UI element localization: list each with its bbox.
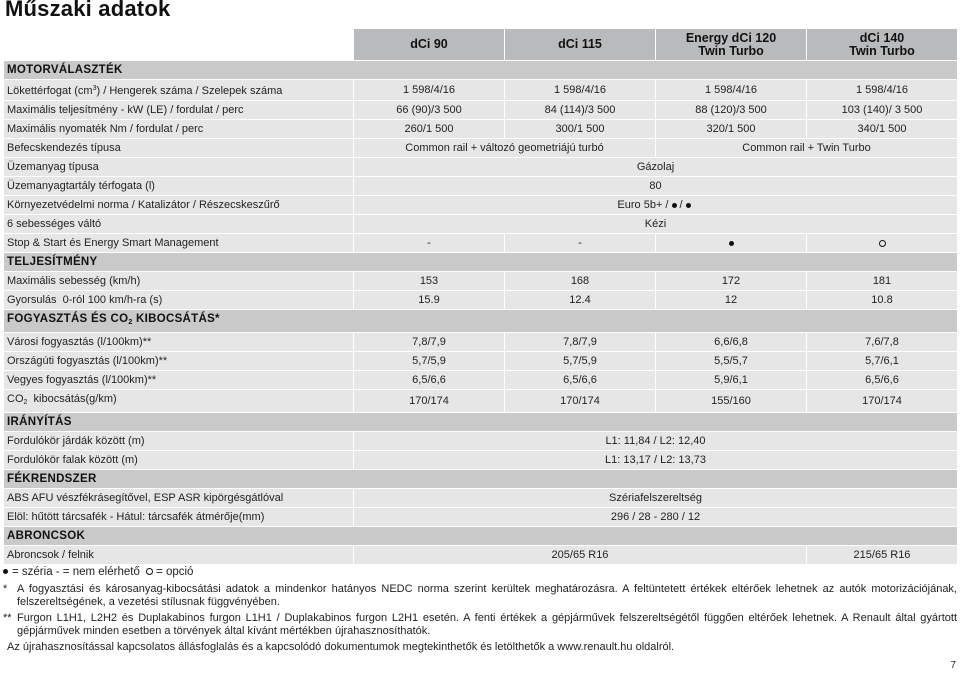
row-label: Országúti fogyasztás (l/100km)** xyxy=(4,352,354,371)
option-circle-icon xyxy=(146,568,153,575)
cell-value: Szériafelszereltség xyxy=(354,489,958,508)
cell-value: 5,7/6,1 xyxy=(807,352,958,371)
cell-value: 7,6/7,8 xyxy=(807,333,958,352)
table-row xyxy=(4,451,958,470)
cell-value: 6,6/6,8 xyxy=(656,333,807,352)
cell-value: Gázolaj xyxy=(354,158,958,177)
footnote-text: Az újrahasznosítással kapcsolatos állásfoglalás és a kapcsolódó dokumentumok megtekinthetők és letölthetők a www.renault.hu oldalról. xyxy=(7,641,675,653)
specs-table-wrap xyxy=(3,28,957,565)
row-label: Üzemanyag típusa xyxy=(4,158,354,177)
table-row xyxy=(4,352,958,371)
table-row xyxy=(4,432,958,451)
cell-value: 340/1 500 xyxy=(807,120,958,139)
cell-value: - xyxy=(505,234,656,253)
row-label: Gyorsulás 0-ról 100 km/h-ra (s) xyxy=(4,291,354,310)
cell-value: 172 xyxy=(656,272,807,291)
cell-value: 12 xyxy=(656,291,807,310)
cell-value: 1 598/4/16 xyxy=(354,80,505,101)
cell-value: 5,9/6,1 xyxy=(656,371,807,390)
row-label: Vegyes fogyasztás (l/100km)** xyxy=(4,371,354,390)
footnote-mark: ** xyxy=(3,612,12,624)
cell-value: 5,7/5,9 xyxy=(354,352,505,371)
table-row xyxy=(4,489,958,508)
table-row xyxy=(4,272,958,291)
cell-value: 1 598/4/16 xyxy=(807,80,958,101)
header-blank xyxy=(4,29,354,61)
table-row xyxy=(4,333,958,352)
cell-value: 7,8/7,9 xyxy=(354,333,505,352)
footnotes xyxy=(3,583,957,657)
standard-dot-icon xyxy=(3,569,8,574)
section-fekrendszer xyxy=(4,470,958,489)
model-header-dci140: dCi 140 Twin Turbo xyxy=(807,29,958,61)
table-row xyxy=(4,291,958,310)
table-row xyxy=(4,139,958,158)
option-circle-icon xyxy=(879,240,886,247)
row-label: $CO_2$ kibocsátás(g/km) xyxy=(4,390,354,413)
footnote-text: Furgon L1H1, L2H2 és Duplakabinos furgon L1H1 / Duplakabinos furgon L2H1 esetén. A fenti értékek a gépjárművek felszereltségétől függően eltérőek lehetnek. A Renault által gyártott gépjárművek minden esetben a törvények által kívánt mértékben újrahasznosíthatók. xyxy=(17,612,957,637)
section-title: FÉKRENDSZER xyxy=(4,470,958,489)
cell-value: 1 598/4/16 xyxy=(656,80,807,101)
page-number: 7 xyxy=(950,660,956,671)
row-label: Lökettérfogat $(cm^3)$ / Hengerek száma / Szelepek száma xyxy=(4,80,354,101)
cell-value xyxy=(807,234,958,253)
cell-value: Euro 5b+ / / xyxy=(354,196,958,215)
cell-value xyxy=(656,234,807,253)
row-label: Stop & Start és Energy Smart Management xyxy=(4,234,354,253)
footnote xyxy=(3,612,957,638)
section-teljesitmeny xyxy=(4,253,958,272)
row-label: Fordulókör falak között (m) xyxy=(4,451,354,470)
table-row xyxy=(4,508,958,527)
section-iranyitas xyxy=(4,413,958,432)
table-row xyxy=(4,215,958,234)
table-row xyxy=(4,196,958,215)
cell-value: 181 xyxy=(807,272,958,291)
cell-value: 168 xyxy=(505,272,656,291)
cell-value: Common rail + Twin Turbo xyxy=(656,139,958,158)
cell-value: 296 / 28 - 280 / 12 xyxy=(354,508,958,527)
cell-value: 260/1 500 xyxy=(354,120,505,139)
cell-value: 300/1 500 xyxy=(505,120,656,139)
cell-value: 1 598/4/16 xyxy=(505,80,656,101)
cell-value: 170/174 xyxy=(354,390,505,413)
cell-value: 80 xyxy=(354,177,958,196)
standard-dot-icon xyxy=(729,241,734,246)
table-row xyxy=(4,546,958,565)
cell-value: 320/1 500 xyxy=(656,120,807,139)
table-row xyxy=(4,120,958,139)
cell-value: 103 (140)/ 3 500 xyxy=(807,101,958,120)
cell-value: 6,5/6,6 xyxy=(807,371,958,390)
section-fogyasztas xyxy=(4,310,958,333)
cell-value: 205/65 R16 xyxy=(354,546,807,565)
section-title: IRÁNYÍTÁS xyxy=(4,413,958,432)
row-label: Abroncsok / felnik xyxy=(4,546,354,565)
model-header-row xyxy=(4,29,958,61)
row-label: ABS AFU vészfékrásegítővel, ESP ASR kipörgésgátlóval xyxy=(4,489,354,508)
section-abroncsok xyxy=(4,527,958,546)
cell-value: L1: 13,17 / L2: 13,73 xyxy=(354,451,958,470)
table-row xyxy=(4,177,958,196)
row-label: 6 sebességes váltó xyxy=(4,215,354,234)
table-row xyxy=(4,390,958,413)
table-row xyxy=(4,234,958,253)
cell-value: 12.4 xyxy=(505,291,656,310)
cell-value: 170/174 xyxy=(505,390,656,413)
standard-dot-icon xyxy=(672,203,677,208)
page-title: Műszaki adatok xyxy=(5,0,171,21)
row-label: Fordulókör járdák között (m) xyxy=(4,432,354,451)
model-header-dci90: dCi 90 xyxy=(354,29,505,61)
cell-value: L1: 11,84 / L2: 12,40 xyxy=(354,432,958,451)
cell-value: 170/174 xyxy=(807,390,958,413)
cell-value: 6,5/6,6 xyxy=(505,371,656,390)
legend-standard-text: = széria - = nem elérhető xyxy=(12,566,140,578)
model-header-dci120: Energy dCi 120 Twin Turbo xyxy=(656,29,807,61)
row-label: Környezetvédelmi norma / Katalizátor / Részecskeszűrő xyxy=(4,196,354,215)
footnote xyxy=(3,641,957,654)
row-label: Városi fogyasztás (l/100km)** xyxy=(4,333,354,352)
cell-value: 66 (90)/3 500 xyxy=(354,101,505,120)
row-label: Befecskendezés típusa xyxy=(4,139,354,158)
row-label: Üzemanyagtartály térfogata (l) xyxy=(4,177,354,196)
cell-value: 5,7/5,9 xyxy=(505,352,656,371)
section-title: MOTORVÁLASZTÉK xyxy=(4,61,958,80)
cell-value: 215/65 R16 xyxy=(807,546,958,565)
table-row xyxy=(4,158,958,177)
cell-value: 84 (114)/3 500 xyxy=(505,101,656,120)
model-header-dci115: dCi 115 xyxy=(505,29,656,61)
standard-dot-icon xyxy=(686,203,691,208)
cell-value: 10.8 xyxy=(807,291,958,310)
legend-option-text: = opció xyxy=(156,566,194,578)
cell-value: 153 xyxy=(354,272,505,291)
cell-value: 7,8/7,9 xyxy=(505,333,656,352)
row-label: Maximális teljesítmény - kW (LE) / fordulat / perc xyxy=(4,101,354,120)
specs-table xyxy=(3,28,958,565)
cell-value: 155/160 xyxy=(656,390,807,413)
table-row xyxy=(4,101,958,120)
table-row xyxy=(4,371,958,390)
footnote-mark: * xyxy=(3,583,8,595)
footnote-text: A fogyasztási és károsanyag-kibocsátási adatok a mindenkor hatányos NEDC norma szerint kerültek meghatározásra. A feltüntetett értékek eltérőek lehetnek az autók motorizációjának, felszereltségének, a vezetési stílusnak függvényében. xyxy=(17,583,957,608)
cell-value: 88 (120)/3 500 xyxy=(656,101,807,120)
section-title: FOGYASZTÁS ÉS $CO_2$ KIBOCSÁTÁS* xyxy=(4,310,958,333)
table-row xyxy=(4,80,958,101)
section-title: ABRONCSOK xyxy=(4,527,958,546)
legend xyxy=(3,566,193,578)
row-label: Elöl: hűtött tárcsafék - Hátul: tárcsafék átmérője(mm) xyxy=(4,508,354,527)
cell-value: Kézi xyxy=(354,215,958,234)
cell-value: 5,5/5,7 xyxy=(656,352,807,371)
cell-value: Common rail + változó geometriájú turbó xyxy=(354,139,656,158)
cell-value: 15.9 xyxy=(354,291,505,310)
row-label: Maximális nyomaték Nm / fordulat / perc xyxy=(4,120,354,139)
row-label: Maximális sebesség (km/h) xyxy=(4,272,354,291)
cell-value: - xyxy=(354,234,505,253)
cell-value: 6,5/6,6 xyxy=(354,371,505,390)
section-title: TELJESÍTMÉNY xyxy=(4,253,958,272)
section-motorvalasztek xyxy=(4,61,958,80)
footnote xyxy=(3,583,957,609)
